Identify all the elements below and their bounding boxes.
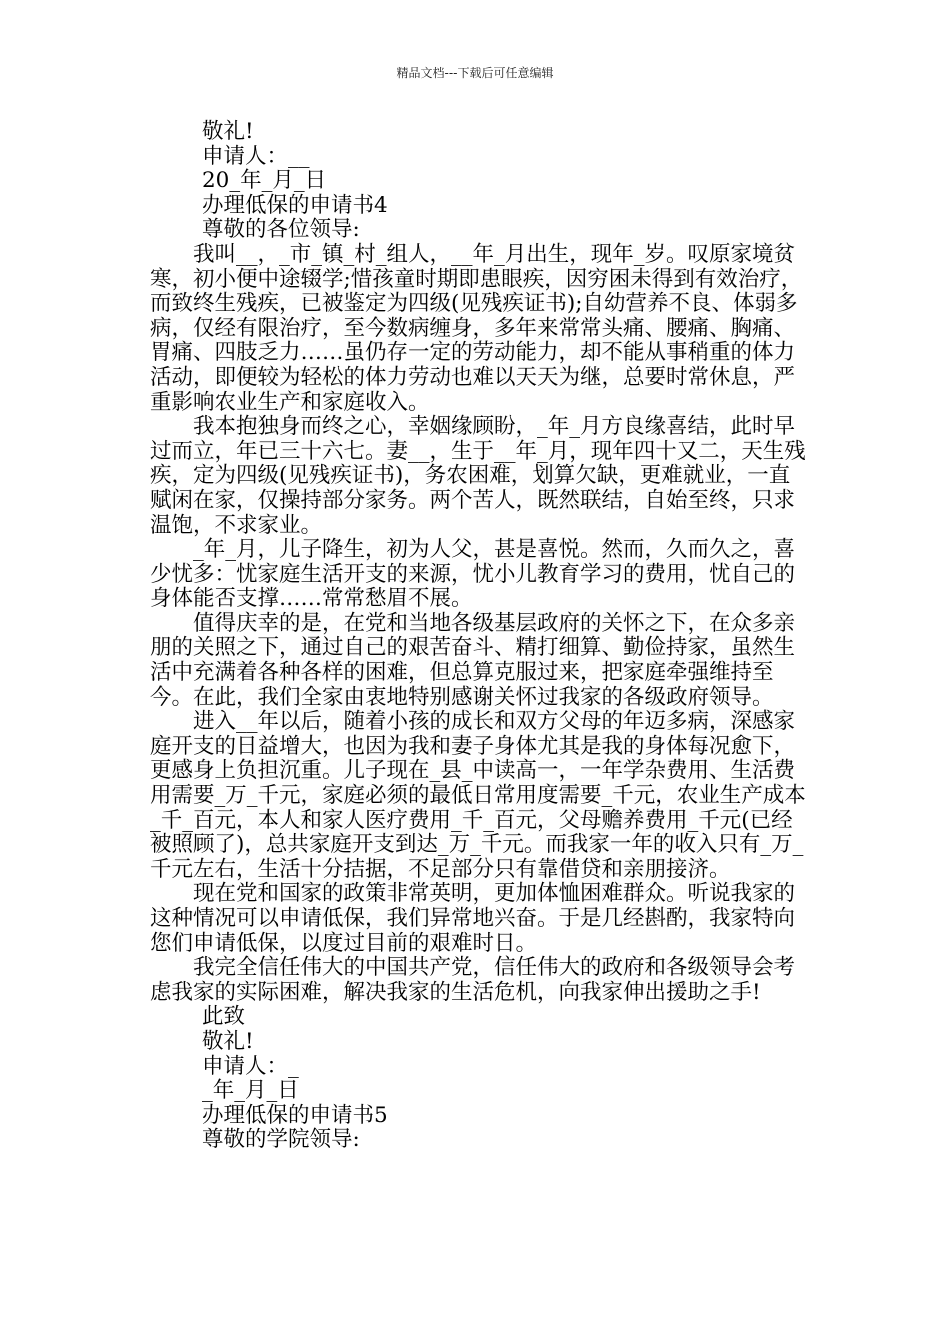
section-title: 办理低保的申请书4: [202, 192, 388, 218]
section-title: 办理低保的申请书5: [202, 1102, 388, 1128]
paragraph: 值得庆幸的是，在党和当地各级基层政府的关怀之下，在众多亲朋的关照之下，通过自己的艰苦奋斗、精打细算、勤俭持家，虽然生活中充满着各种各样的困难，但总算克服过来，把家庭牵强维持至今。在此，我们全家由衷地特别感谢关怀过我家的各级政府领导。: [150, 610, 796, 710]
applicant-signature: 申请人：__: [202, 143, 310, 169]
page-header: 精品文档---下载后可任意编辑: [396, 66, 554, 80]
applicant-signature: 申请人：_: [202, 1053, 299, 1079]
date-line: _年_月_日: [202, 1078, 299, 1104]
paragraph: 现在党和国家的政策非常英明，更加体恤困难群众。听说我家的这种情况可以申请低保，我们异常地兴奋。于是几经斟酌，我家特向您们申请低保，以度过目前的艰难时日。: [150, 881, 796, 956]
paragraph: 我本抱独身而终之心，幸姻缘顾盼，_年_月方良缘喜结，此时早过而立，年已三十六七。妻__，生于__年_月，现年四十又二，天生残疾，定为四级(见残疾证书)，务农困难，划算欠缺，更难就业，一直赋闲在家，仅操持部分家务。两个苦人，既然联结，自始至终，只求温饱，不求家业。: [150, 414, 806, 538]
closing-salute: 敬礼!: [202, 1028, 254, 1054]
salutation: 尊敬的学院领导:: [202, 1127, 360, 1153]
date-line: 20_年_月_日: [202, 168, 327, 194]
paragraph: 进入__年以后，随着小孩的成长和双方父母的年迈多病，深感家庭开支的日益增大，也因为我和妻子身体尤其是我的身体每况愈下，更感身上负担沉重。儿子现在_县_中读高一，一年学杂费用、生活费用需要_万_千元，家庭必须的最低日常用度需要_千元，农业生产成本_千_百元，本人和家人医疗费用_千_百元，父母赡养费用_千元(已经被照顾了)，总共家庭开支到达_万_千元。而我家一年的收入只有_万_千元左右，生活十分拮据，不足部分只有靠借贷和亲朋接济。: [150, 709, 806, 882]
closing-phrase: 此致: [202, 1004, 246, 1030]
closing-salute: 敬礼!: [202, 119, 254, 144]
paragraph: 我完全信任伟大的中国共产党，信任伟大的政府和各级领导会考虑我家的实际困难，解决我家的生活危机，向我家伸出援助之手!: [150, 955, 796, 1005]
document-body: [150, 120, 810, 1153]
salutation: 尊敬的各位领导:: [202, 217, 360, 243]
paragraph: 我叫__，_市_镇_村_组人，__年_月出生，现年_岁。叹原家境贫寒，初小便中途辍学;惜孩童时期即患眼疾，因穷困未得到有效治疗，而致终生残疾，已被鉴定为四级(见残疾证书);自幼营养不良、体弱多病，仅经有限治疗，至今数病缠身，多年来常常头痛、腰痛、胸痛、胃痛、四肢乏力……虽仍存一定的劳动能力，却不能从事稍重的体力活动，即便较为轻松的体力劳动也难以天天为继，总要时常休息，严重影响农业生产和家庭收入。: [150, 241, 803, 415]
paragraph: _年_月，儿子降生，初为人父，甚是喜悦。然而，久而久之，喜少忧多：忧家庭生活开支的来源，忧小儿教育学习的费用，忧自己的身体能否支撑……常常愁眉不展。: [150, 537, 796, 612]
